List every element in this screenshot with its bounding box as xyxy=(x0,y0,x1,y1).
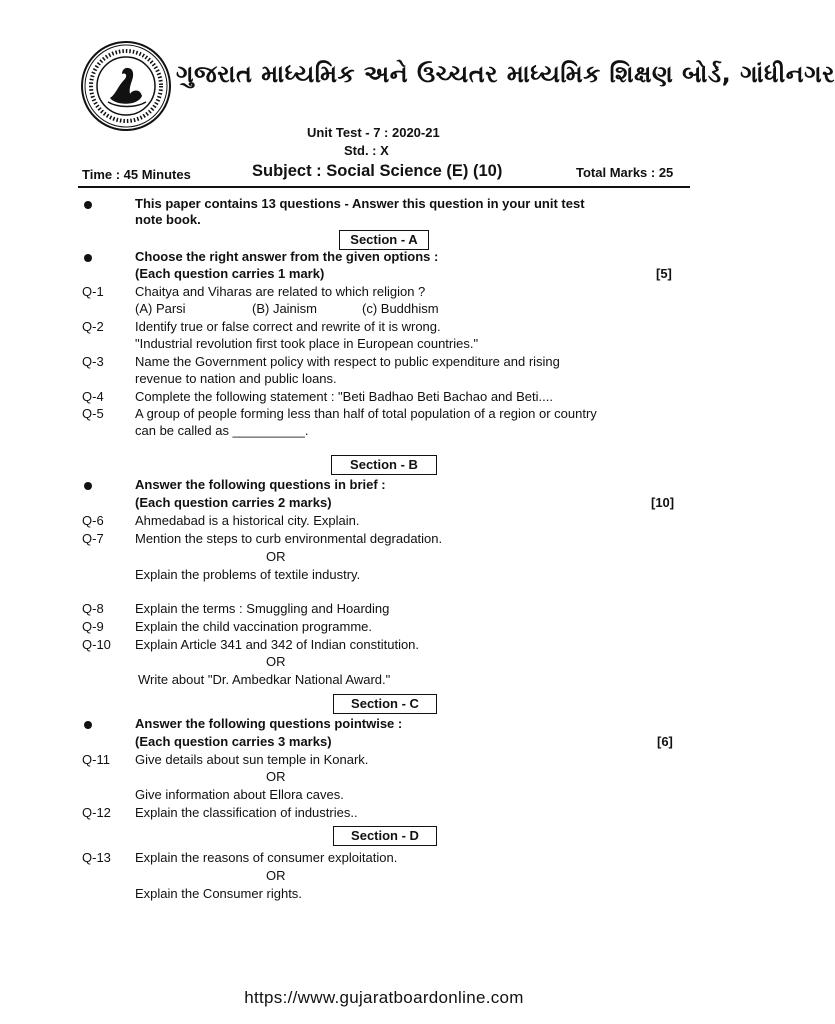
option-b: (B) Jainism xyxy=(252,301,318,316)
or-label: OR xyxy=(266,769,286,784)
section-c-heading: Section - C xyxy=(333,694,437,714)
question-text: Explain Article 341 and 342 of Indian constitution. xyxy=(135,637,420,652)
std-label: Std. : X xyxy=(344,143,389,158)
question-number: Q-13 xyxy=(82,850,111,865)
question-text-cont: can be called as __________. xyxy=(135,423,309,438)
section-b-marks-note: (Each question carries 2 marks) xyxy=(135,495,332,510)
question-number: Q-12 xyxy=(82,805,111,820)
total-marks-label: Total Marks : 25 xyxy=(576,165,674,180)
section-b-instruction: Answer the following questions in brief : xyxy=(135,477,386,492)
question-number: Q-8 xyxy=(82,601,104,616)
alternative-question: Explain the Consumer rights. xyxy=(135,886,302,901)
question-number: Q-10 xyxy=(82,637,111,652)
option-c: (c) Buddhism xyxy=(362,301,439,316)
bullet-icon xyxy=(84,721,92,729)
section-a-instruction: Choose the right answer from the given options : xyxy=(135,249,439,264)
question-text-cont: revenue to nation and public loans. xyxy=(135,371,337,386)
section-d-heading: Section - D xyxy=(333,826,437,846)
section-a-marks: [5] xyxy=(656,266,672,281)
header-divider xyxy=(78,186,690,188)
subject-title: Subject : Social Science (E) (10) xyxy=(252,162,503,180)
alternative-question: Give information about Ellora caves. xyxy=(135,787,344,802)
question-text: Explain the classification of industries.. xyxy=(135,805,358,820)
or-label: OR xyxy=(266,549,286,564)
option-a: (A) Parsi xyxy=(135,301,186,316)
footer-url[interactable]: https://www.gujaratboardonline.com xyxy=(244,988,524,1007)
question-text: Identify true or false correct and rewrite of it is wrong. xyxy=(135,319,441,334)
question-text: Complete the following statement : "Beti Badhao Beti Bachao and Beti.... xyxy=(135,389,553,404)
alternative-question: Explain the problems of textile industry. xyxy=(135,567,361,582)
question-number: Q-2 xyxy=(82,319,104,334)
question-number: Q-11 xyxy=(82,752,110,767)
question-text: Chaitya and Viharas are related to which religion ? xyxy=(135,284,426,299)
question-number: Q-1 xyxy=(82,284,104,299)
question-number: Q-5 xyxy=(82,406,104,421)
question-text: Mention the steps to curb environmental degradation. xyxy=(135,531,443,546)
question-number: Q-7 xyxy=(82,531,104,546)
bullet-icon xyxy=(84,482,92,490)
question-text: Explain the terms : Smuggling and Hoarding xyxy=(135,601,390,616)
section-b-marks: [10] xyxy=(651,495,675,510)
bullet-icon xyxy=(84,201,92,209)
board-name: ગુજરાત માધ્યમિક અને ઉચ્ચતર માધ્યમિક શિક્ષણ બોર્ડ, ગાંધીનગર xyxy=(176,60,835,88)
alternative-question: Write about "Dr. Ambedkar National Award." xyxy=(138,672,391,687)
question-text: Explain the reasons of consumer exploitation. xyxy=(135,850,398,865)
section-b-heading: Section - B xyxy=(331,455,437,475)
question-number: Q-9 xyxy=(82,619,104,634)
section-c-instruction: Answer the following questions pointwise : xyxy=(135,716,403,731)
question-text: Give details about sun temple in Konark. xyxy=(135,752,369,767)
question-text: Explain the child vaccination programme. xyxy=(135,619,373,634)
or-label: OR xyxy=(266,654,286,669)
time-label: Time : 45 Minutes xyxy=(82,167,191,182)
question-number: Q-6 xyxy=(82,513,104,528)
intro-line-2: note book. xyxy=(135,212,201,227)
question-number: Q-4 xyxy=(82,389,104,404)
section-a-heading: Section - A xyxy=(339,230,429,250)
question-text-cont: "Industrial revolution first took place in European countries." xyxy=(135,336,479,351)
section-c-marks: [6] xyxy=(657,734,673,749)
question-text: A group of people forming less than half of total population of a region or country xyxy=(135,406,597,421)
unit-test-label: Unit Test - 7 : 2020-21 xyxy=(307,125,440,140)
question-text: Name the Government policy with respect to public expenditure and rising xyxy=(135,354,560,369)
section-c-marks-note: (Each question carries 3 marks) xyxy=(135,734,332,749)
question-text: Ahmedabad is a historical city. Explain. xyxy=(135,513,360,528)
or-label: OR xyxy=(266,868,286,883)
board-emblem-icon xyxy=(80,40,172,132)
bullet-icon xyxy=(84,254,92,262)
question-number: Q-3 xyxy=(82,354,104,369)
intro-line-1: This paper contains 13 questions - Answer this question in your unit test xyxy=(135,196,585,211)
section-a-marks-note: (Each question carries 1 mark) xyxy=(135,266,325,281)
